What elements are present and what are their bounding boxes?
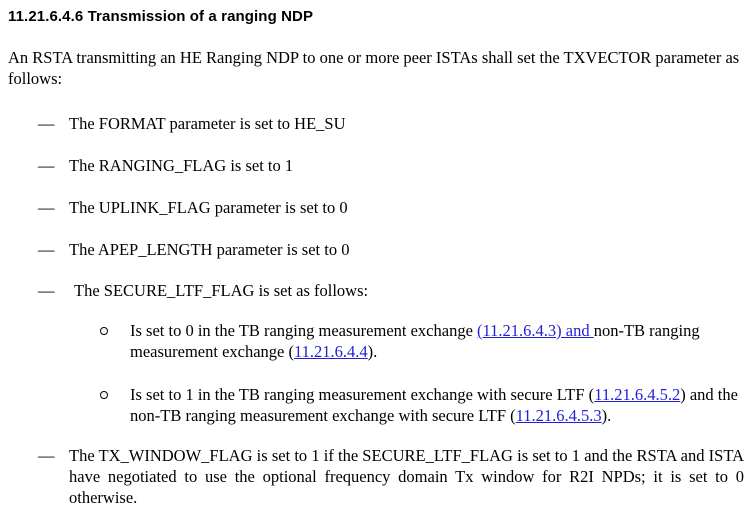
cross-reference-link[interactable]: 11.21.6.4.5.3 [515,406,602,425]
list-item-text: The SECURE_LTF_FLAG is set as follows: [74,281,369,300]
list-item-text: The APEP_LENGTH parameter is set to 0 [69,240,350,259]
sub-item-text-part: Is set to 1 in the TB ranging measurement exchange with secure LTF ( [130,385,595,404]
list-item-text: The UPLINK_FLAG parameter is set to 0 [69,198,348,217]
intro-paragraph: An RSTA transmitting an HE Ranging NDP to one or more peer ISTAs shall set the TXVECTOR parameter as follows: [8,48,740,88]
section-number: 11.21.6.4.6 [8,8,84,25]
section-heading [8,8,313,25]
sub-item-text-part: ). [601,406,612,425]
dash-marker: — [38,281,55,300]
dash-marker: — [38,156,55,175]
list-item-text: The RANGING_FLAG is set to 1 [69,156,294,175]
list-item-text: The TX_WINDOW_FLAG is set to 1 if the SECURE_LTF_FLAG is set to 1 and the RSTA and ISTA have negotiated to use the optional frequency domain Tx window for R2I NPDs; it is set to 0 otherwise. [69,446,744,507]
sub-item-text-part: non-TB ranging measurement exchange ( [130,321,700,361]
sub-item-text-part: ). [367,342,378,361]
circle-bullet-icon [100,327,108,335]
dash-marker: — [38,198,55,217]
sub-item-text [130,320,745,362]
sub-item-text [130,384,745,426]
list-item-text: The FORMAT parameter is set to HE_SU [69,114,346,133]
cross-reference-link[interactable]: 11.21.6.4.4 [294,342,368,361]
dash-marker: — [38,240,55,259]
dash-marker: — [38,446,55,465]
sub-item-text-part: Is set to 0 in the TB ranging measurement exchange [130,321,478,340]
cross-reference-link[interactable]: 11.21.6.4.5.2 [594,385,681,404]
sub-item-text-part: ) and the non-TB ranging measurement exchange with secure LTF ( [130,385,738,425]
section-title: Transmission of a ranging NDP [87,8,314,25]
dash-marker: — [38,114,55,133]
cross-reference-link[interactable]: (11.21.6.4.3) and [477,321,594,340]
circle-bullet-icon [100,391,108,399]
